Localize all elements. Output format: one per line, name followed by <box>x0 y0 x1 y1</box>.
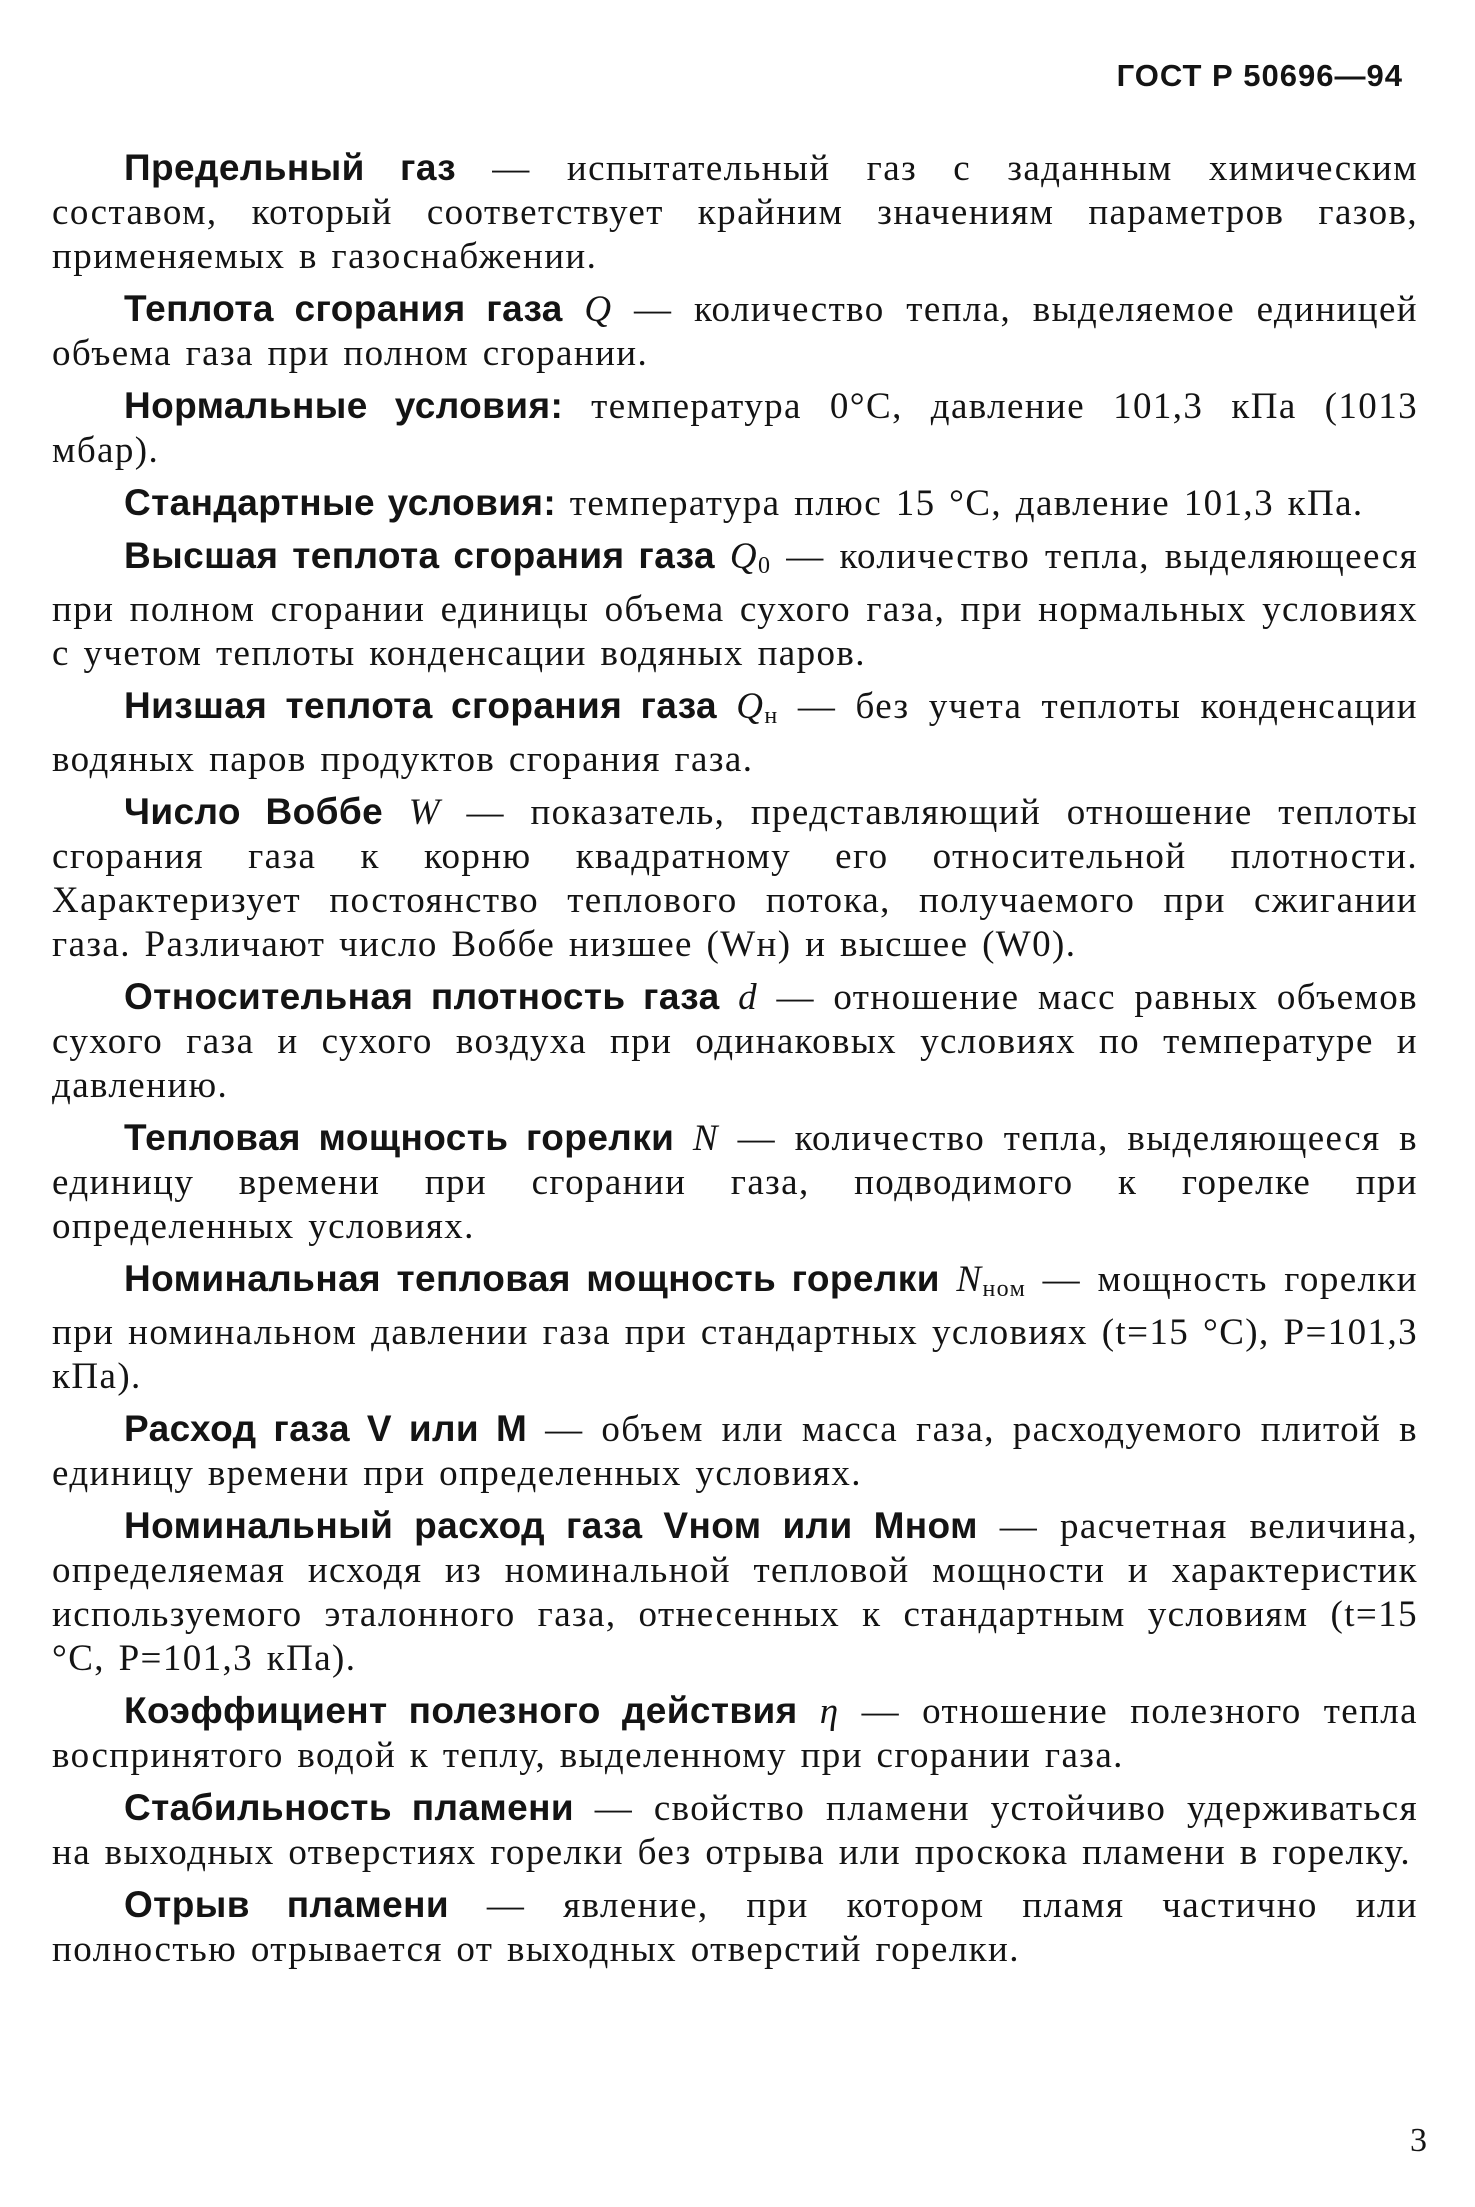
term: Предельный газ <box>124 147 457 188</box>
term: Коэффициент полезного действия <box>124 1690 798 1731</box>
definition: — свойство пламени устойчиво удерживаться на выходных отверстиях горелки без отрыва или проскока пламени в горелку. <box>52 1788 1418 1873</box>
term: Тепловая мощность горелки <box>124 1117 675 1158</box>
term: Теплота сгорания газа <box>124 288 563 329</box>
definition: температура 0°С, давление 101,3 кПа (1013 мбар). <box>52 386 1418 471</box>
definition: — явление, при котором пламя частично или полностью отрывается от выходных отверстий горелки. <box>52 1885 1418 1970</box>
term: Номинальная тепловая мощность горелки <box>124 1258 940 1299</box>
symbol: N <box>692 1118 719 1159</box>
term: Высшая теплота сгорания газа <box>124 535 715 576</box>
symbol: Q <box>729 536 758 577</box>
definition: — испытательный газ с заданным химическим составом, который соответствует крайним значениям параметров газов, применяемых в газоснабжении. <box>52 148 1418 277</box>
definition-gas-flow <box>52 1407 1418 1496</box>
definition: температура плюс 15 °С, давление 101,3 кПа. <box>556 483 1364 524</box>
term: Стабильность пламени <box>124 1787 574 1828</box>
symbol: η <box>819 1691 840 1732</box>
definition: — показатель, представляющий отношение теплоты сгорания газа к корню квадратному его относительной плотности. Характеризует постоянство теплового потока, получаемого при сжигании газа. Различают число Воббе низшее (Wн) и высшее (W0). <box>52 792 1418 965</box>
definition-limit-gas <box>52 146 1418 279</box>
definition-normal-conditions <box>52 384 1418 473</box>
definition-heat-of-combustion <box>52 287 1418 376</box>
definition: — отношение полезного тепла воспринятого водой к теплу, выделенному при сгорании газа. <box>52 1691 1418 1776</box>
definition: — объем или масса газа, расходуемого плитой в единицу времени при определенных условиях. <box>52 1409 1418 1494</box>
term: Стандартные условия: <box>124 482 557 523</box>
definition: — количество тепла, выделяемое единицей объема газа при полном сгорании. <box>52 289 1418 374</box>
definition-relative-density <box>52 975 1418 1108</box>
term: Число Воббе <box>124 791 384 832</box>
term: Нормальные условия: <box>124 385 564 426</box>
symbol: d <box>738 977 758 1018</box>
definition: — расчетная величина, определяемая исходя из номинальной тепловой мощности и характеристик используемого эталонного газа, отнесенных к стандартным условиям (t=15 °С, P=101,3 кПа). <box>52 1506 1418 1679</box>
definition-nominal-gas-flow <box>52 1504 1418 1681</box>
definition-burner-power <box>52 1116 1418 1249</box>
term: Расход газа V или M <box>124 1408 528 1449</box>
definition-lower-heat <box>52 684 1418 782</box>
definition: — без учета теплоты конденсации водяных паров продуктов сгорания газа. <box>52 686 1418 780</box>
symbol-subscript: ном <box>982 1276 1027 1302</box>
term: Номинальный расход газа Vном или Mном <box>124 1505 978 1546</box>
term: Низшая теплота сгорания газа <box>124 685 717 726</box>
definition-nominal-burner-power <box>52 1257 1418 1399</box>
definition: — мощность горелки при номинальном давлении газа при стандартных условиях (t=15 °С), P=101,3 кПа). <box>52 1259 1418 1397</box>
term: Отрыв пламени <box>124 1884 450 1925</box>
symbol-subscript: н <box>764 703 779 729</box>
definition-standard-conditions <box>52 481 1418 526</box>
definition-higher-heat <box>52 534 1418 676</box>
definition-wobbe-number <box>52 790 1418 967</box>
term: Относительная плотность газа <box>124 976 720 1017</box>
definition-efficiency <box>52 1689 1418 1778</box>
standard-header: ГОСТ Р 50696—94 <box>1116 58 1403 93</box>
symbol: N <box>956 1259 983 1300</box>
definition: — количество тепла, выделяющееся в единицу времени при сгорании газа, подводимого к горелке при определенных условиях. <box>52 1118 1418 1247</box>
definition: — количество тепла, выделяющееся при полном сгорании единицы объема сухого газа, при нормальных условиях с учетом теплоты конденсации водяных паров. <box>52 536 1418 674</box>
page-number: 3 <box>1410 2122 1427 2159</box>
symbol: Q <box>736 686 765 727</box>
symbol: Q <box>584 289 613 330</box>
symbol-subscript: 0 <box>757 553 772 579</box>
definition: — отношение масс равных объемов сухого газа и сухого воздуха при одинаковых условиях по температуре и давлению. <box>52 977 1419 1106</box>
definitions-list <box>52 146 1418 1980</box>
definition-flame-stability <box>52 1786 1418 1875</box>
definition-flame-lift <box>52 1883 1418 1972</box>
symbol: W <box>408 792 441 833</box>
